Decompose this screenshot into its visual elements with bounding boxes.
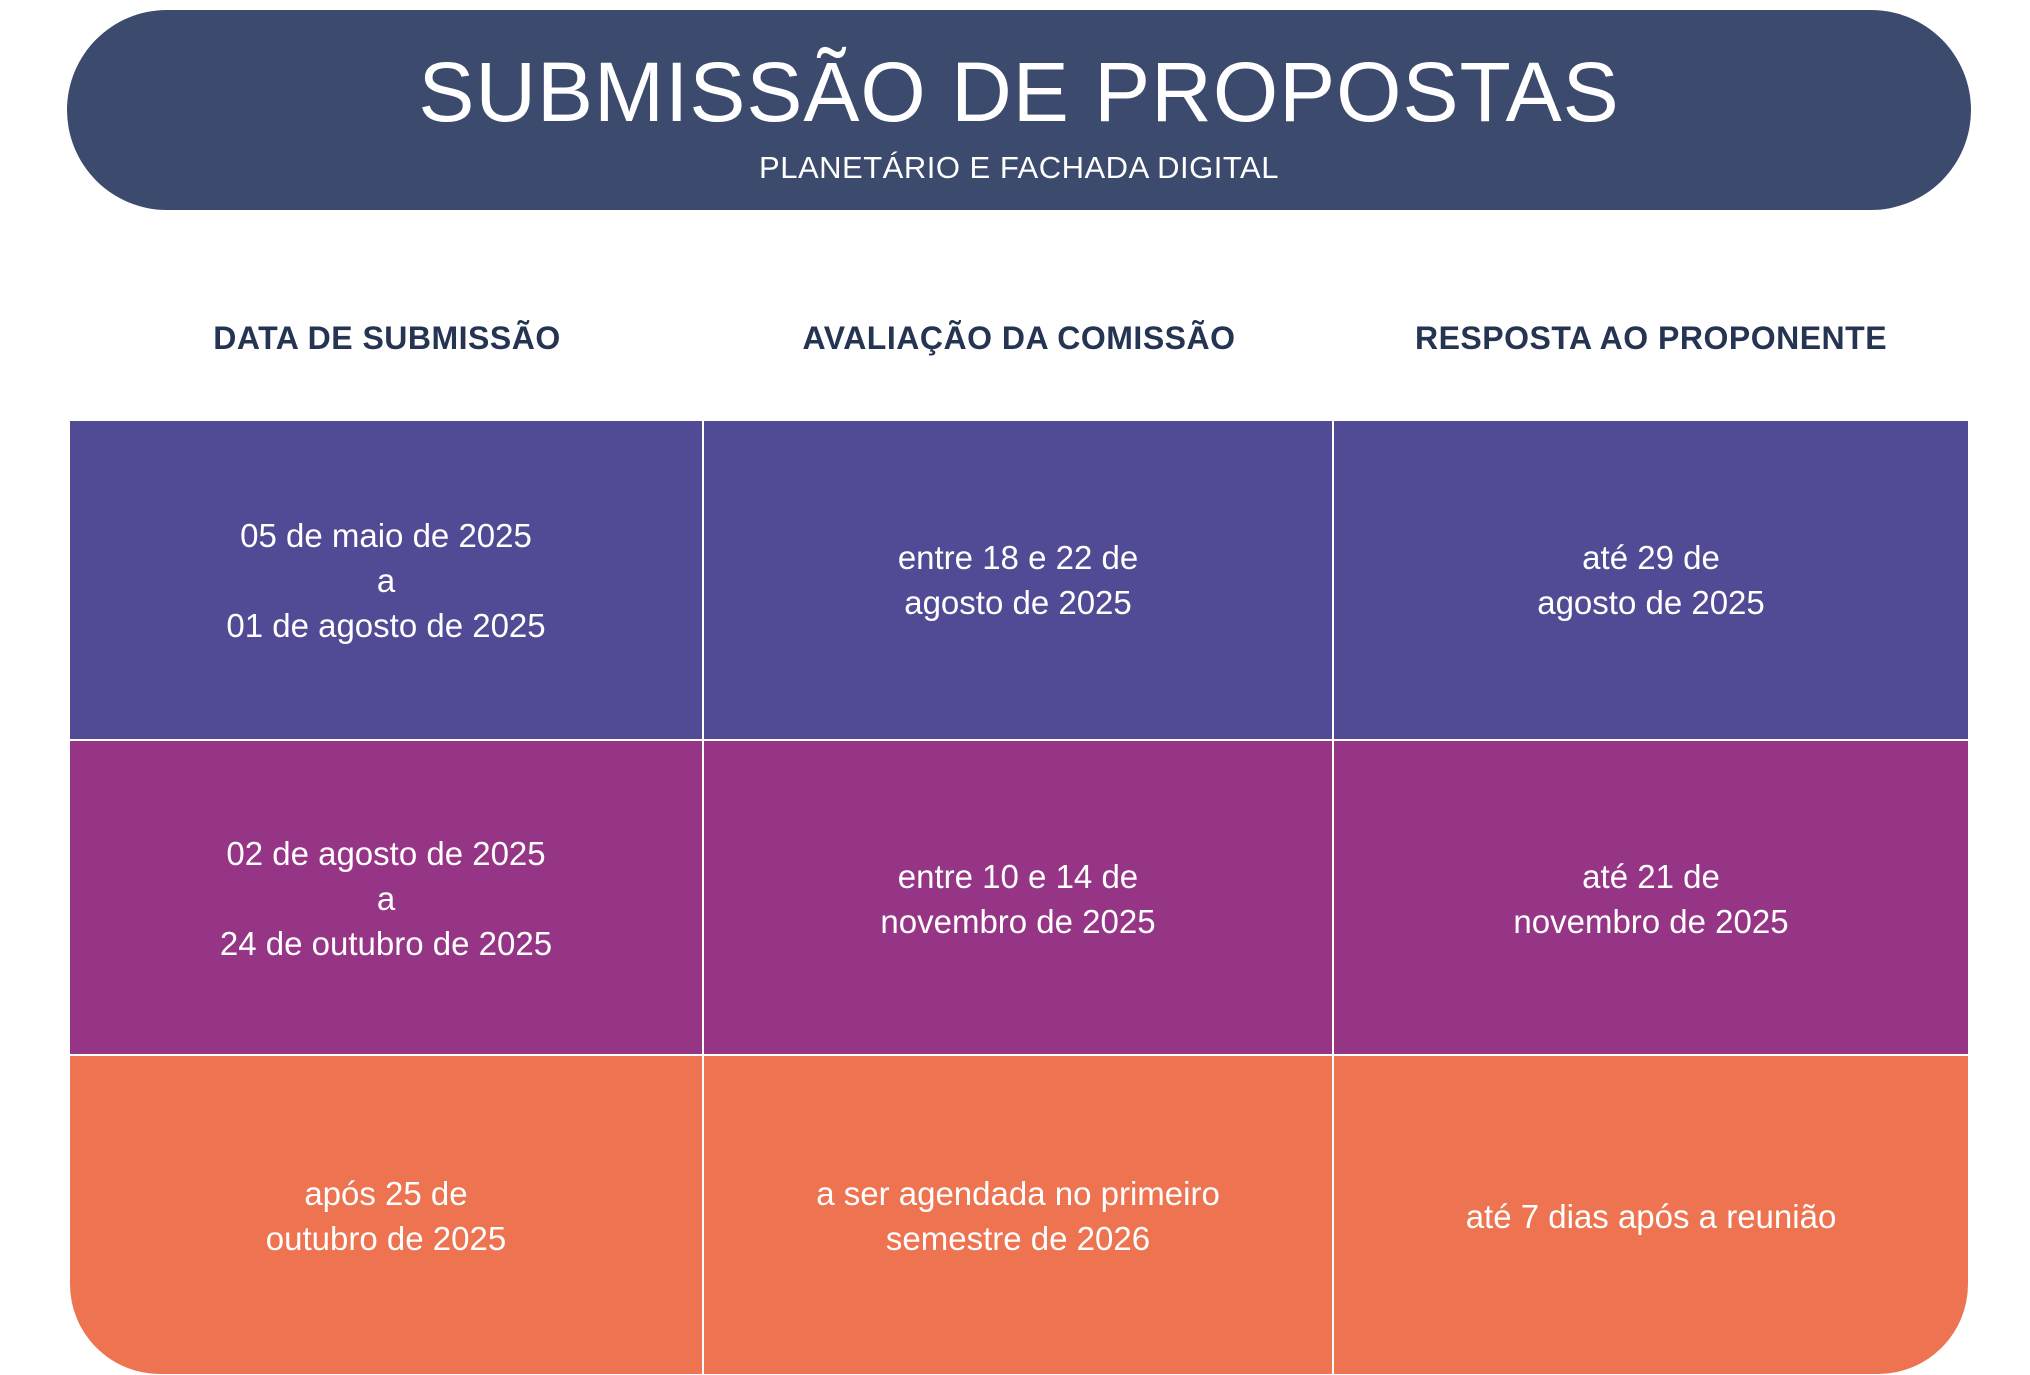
page-subtitle: PLANETÁRIO E FACHADA DIGITAL <box>759 150 1279 185</box>
evaluation-cell: entre 18 e 22 de agosto de 2025 <box>704 421 1334 739</box>
column-header-submission-date: DATA DE SUBMISSÃO <box>213 320 561 356</box>
evaluation-cell: entre 10 e 14 de novembro de 2025 <box>704 741 1334 1056</box>
submission-date-cell: 05 de maio de 2025 a 01 de agosto de 2025 <box>70 421 704 739</box>
submission-date-cell: 02 de agosto de 2025 a 24 de outubro de 2025 <box>70 741 704 1056</box>
title-banner <box>67 10 1971 210</box>
response-cell: até 7 dias após a reunião <box>1465 1197 1837 1235</box>
column-header-response: RESPOSTA AO PROPONENTE <box>1414 320 1888 356</box>
schedule-table <box>70 421 1968 1374</box>
table-row <box>70 421 1968 739</box>
table-row <box>70 739 1968 1056</box>
table-row <box>70 1054 1968 1374</box>
evaluation-cell: a ser agendada no primeiro semestre de 2026 <box>704 1056 1334 1374</box>
response-cell: até 29 de agosto de 2025 <box>1537 539 1765 621</box>
page-title: SUBMISSÃO DE PROPOSTAS <box>418 45 1620 139</box>
response-cell: até 21 de novembro de 2025 <box>1513 857 1789 940</box>
column-header-committee-evaluation: AVALIAÇÃO DA COMISSÃO <box>802 320 1236 356</box>
submission-date-cell: após 25 de outubro de 2025 <box>70 1056 704 1374</box>
